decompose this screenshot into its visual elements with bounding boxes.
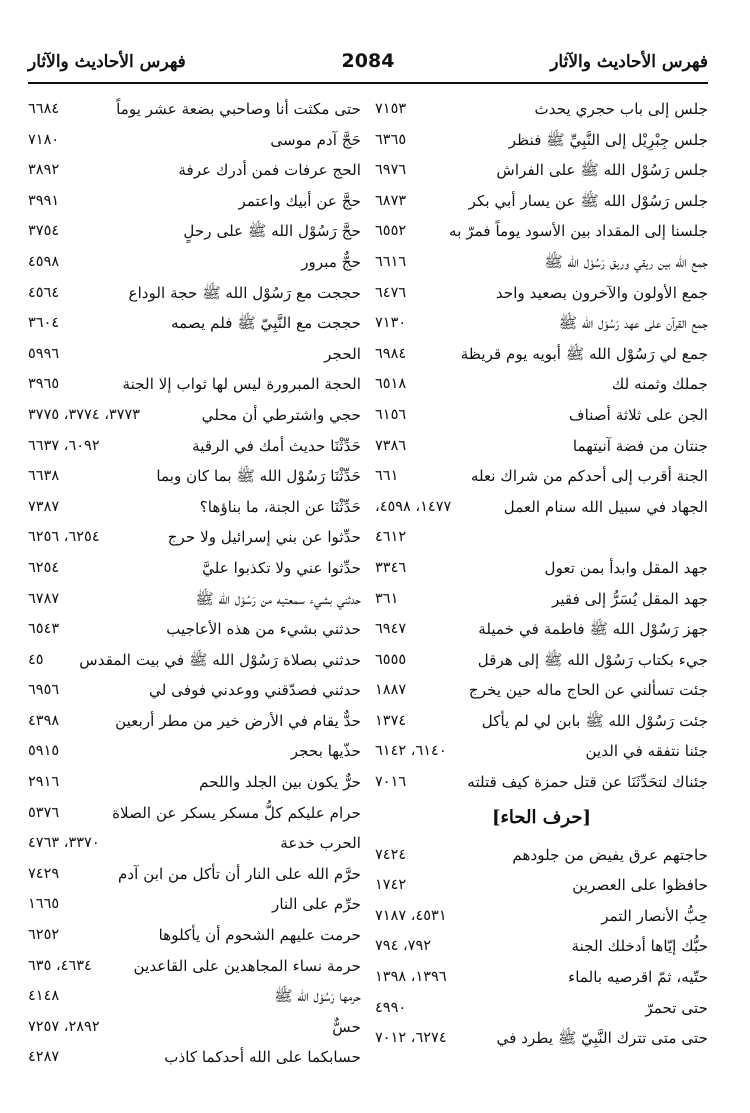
hadith-incipit: جهز رَسُوْل الله ﷺ فاطمة في خميلة xyxy=(478,620,708,639)
hadith-reference-numbers: ٣٦١ xyxy=(375,590,399,607)
index-entry xyxy=(375,401,708,432)
header-rule xyxy=(28,82,708,84)
index-entry xyxy=(28,615,361,646)
hadith-reference-numbers: ٦٢٥٢ xyxy=(28,927,60,944)
hadith-incipit: جلس رَسُوْل الله ﷺ على الفراش xyxy=(496,161,708,180)
hadith-incipit: حَدِّثْنَا رَسُوْل الله ﷺ بما كان وبما xyxy=(156,467,361,486)
hadith-reference-numbers: ٦٩٧٦ xyxy=(375,162,407,179)
hadith-incipit: حجٌّ مبرور xyxy=(301,252,361,271)
hadith-incipit: جيء بكتاب رَسُوْل الله ﷺ إلى هرقل xyxy=(477,650,708,669)
hadith-incipit: جنتان من فضة آنيتهما xyxy=(572,436,708,455)
hadith-reference-numbers: ٦٥٤٣ xyxy=(28,621,60,638)
hadith-reference-numbers: ٤٥٣١، ٧١٨٧ xyxy=(375,907,447,924)
hadith-reference-numbers: ١٤٧٧، ٤٥٩٨، xyxy=(375,498,452,515)
hadith-incipit: حَجَّ آدم موسى xyxy=(270,130,361,149)
hadith-incipit: جئت تسألني عن الحاج ماله حين يخرج xyxy=(468,681,708,700)
index-entry xyxy=(375,871,708,902)
hadith-reference-numbers: ٤٢٨٧ xyxy=(28,1049,60,1066)
index-entry xyxy=(28,432,361,463)
hadith-incipit: جلسنا إلى المقداد بين الأسود يوماً فمرّ به xyxy=(449,222,708,241)
hadith-incipit: حَدِّثْنَا حديث أمك في الرقية xyxy=(192,436,361,455)
index-entry xyxy=(28,982,361,1013)
index-entry xyxy=(28,646,361,677)
hadith-incipit: حدثني فصدّقني ووعدني فوفى لي xyxy=(149,681,361,700)
index-entry xyxy=(375,126,708,157)
index-entry xyxy=(28,952,361,983)
index-entry xyxy=(375,646,708,677)
index-entry xyxy=(28,523,361,554)
hadith-reference-numbers: ٣٩٩١ xyxy=(28,192,60,209)
hadith-reference-numbers: ٦٦١٦ xyxy=(375,253,407,270)
index-entry xyxy=(28,860,361,891)
hadith-incipit: الحج عرفات فمن أدرك عرفة xyxy=(178,161,361,180)
hadith-reference-numbers: ٦٤٧٦ xyxy=(375,284,407,301)
index-entry xyxy=(375,156,708,187)
hadith-reference-numbers: ٦٢٥٤، ٦٢٥٦ xyxy=(28,529,100,546)
hadith-incipit: جلس إلى باب حجري يحدث xyxy=(534,100,708,118)
index-entry xyxy=(28,370,361,401)
hadith-incipit: حافظوا على العصرين xyxy=(572,876,708,895)
hadith-reference-numbers: ٦٩٨٤ xyxy=(375,345,407,362)
hadith-incipit: حرمة نساء المجاهدين على القاعدين xyxy=(133,956,361,975)
hadith-incipit: حتى متى تترك النَّبِيّ ﷺ يطرد في xyxy=(496,1029,708,1048)
hadith-reference-numbers: ٦١٥٦ xyxy=(375,406,407,423)
hadith-reference-numbers: ٦٦١ xyxy=(375,468,399,485)
hadith-reference-numbers: ٣٧٥٤ xyxy=(28,223,60,240)
hadith-incipit: حرٌّ يكون بين الجلد واللحم xyxy=(199,773,361,792)
index-entry xyxy=(28,217,361,248)
index-entry xyxy=(28,340,361,371)
hadith-incipit: حَدِّثْنَا عن الجنة، ما بناؤها؟ xyxy=(199,497,361,516)
index-entry xyxy=(375,841,708,872)
hadith-reference-numbers: ٦٥٥٢ xyxy=(375,223,407,240)
hadith-reference-numbers: ٣٩٦٥ xyxy=(28,376,60,393)
index-entry xyxy=(28,462,361,493)
hadith-incipit: جمع الله بين ريقي وريق رَسُوْل الله ﷺ xyxy=(544,252,708,271)
hadith-incipit: جئناك لتحَدِّثَنَا عن قتل حمزة كيف قتلته xyxy=(467,773,708,792)
running-title-right: فهرس الأحاديث والآثار xyxy=(550,52,708,72)
hadith-incipit: الحجر xyxy=(324,344,361,363)
index-entry xyxy=(28,1043,361,1074)
index-entry xyxy=(375,309,708,340)
hadith-incipit: جمع لي رَسُوْل الله ﷺ أبويه يوم قريظة xyxy=(460,344,708,363)
index-entry xyxy=(28,737,361,768)
index-entry xyxy=(28,829,361,860)
hadith-reference-numbers: ٣٣٧٠، ٤٧٦٣ xyxy=(28,835,100,852)
hadith-incipit: حرَّم الله على النار أن تأكل من ابن آدم xyxy=(118,864,361,883)
hadith-reference-numbers: ٧٣٨٦ xyxy=(375,437,407,454)
hadith-incipit: حرِّم على النار xyxy=(272,895,361,914)
hadith-reference-numbers: ٥٣٧٦ xyxy=(28,804,60,821)
hadith-reference-numbers: ١٣٩٦، ١٣٩٨ xyxy=(375,969,447,986)
hadith-reference-numbers: ٦٧٨٧ xyxy=(28,590,60,607)
hadith-incipit: حرمت عليهم الشحوم أن يأكلوها xyxy=(158,926,361,945)
index-entry xyxy=(375,932,708,963)
hadith-incipit: جمع القرآن على عهد رَسُوْل الله ﷺ xyxy=(558,314,708,333)
hadith-reference-numbers: ٦٦٨٤ xyxy=(28,101,60,117)
hadith-incipit: الحرب خدعة xyxy=(280,834,361,853)
hadith-incipit: حججت مع النَّبِيّ ﷺ فلم يصمه xyxy=(171,314,361,333)
index-entry xyxy=(28,187,361,218)
index-column-left xyxy=(28,95,361,1074)
hadith-reference-numbers: ٣٧٧٣، ٣٧٧٤، ٣٧٧٥ xyxy=(28,406,141,423)
hadith-incipit: حدِّثوا عن بني إسرائيل ولا حرج xyxy=(167,528,361,547)
index-entry xyxy=(375,963,708,994)
hadith-reference-numbers: ١٧٤٢ xyxy=(375,877,407,894)
hadith-reference-numbers: ٧١٥٣ xyxy=(375,101,407,117)
index-entry xyxy=(28,707,361,738)
index-entry xyxy=(375,493,708,524)
hadith-reference-numbers: ٣٣٤٦ xyxy=(375,559,407,576)
index-entry xyxy=(375,1024,708,1055)
hadith-reference-numbers: ٦١٤٠، ٦١٤٢ xyxy=(375,743,447,760)
hadith-incipit: حبُّك إيّاها أدخلك الجنة xyxy=(571,937,708,956)
hadith-incipit: حذّيها بحجر xyxy=(290,742,361,761)
hadith-incipit: حدثني بصلاة رَسُوْل الله ﷺ في بيت المقدس xyxy=(79,650,361,669)
hadith-incipit: حججت مع رَسُوْل الله ﷺ حجة الوداع xyxy=(128,283,361,302)
index-entry xyxy=(28,799,361,830)
hadith-incipit: جئنا نتفقه في الدين xyxy=(585,742,708,761)
hadith-reference-numbers: ٧٤٢٤ xyxy=(375,846,407,863)
hadith-reference-numbers: ٤٦٣٤، ٦٣٥ xyxy=(28,957,92,974)
hadith-incipit: حسٌّ xyxy=(332,1017,361,1036)
index-entry xyxy=(28,95,361,126)
hadith-incipit: جئت رَسُوْل الله ﷺ بابن لي لم يأكل xyxy=(481,711,708,730)
hadith-reference-numbers: ٧١٣٠ xyxy=(375,315,407,332)
index-entry xyxy=(28,279,361,310)
index-entry xyxy=(375,340,708,371)
hadith-reference-numbers: ٤٥٩٨ xyxy=(28,253,60,270)
hadith-reference-numbers: ٤١٤٨ xyxy=(28,988,60,1005)
index-entry xyxy=(28,309,361,340)
hadith-reference-numbers: ٧٤٢٩ xyxy=(28,865,60,882)
hadith-reference-numbers: ٦٥٥٥ xyxy=(375,651,407,668)
index-entry xyxy=(375,217,708,248)
running-title-left: فهرس الأحاديث والآثار xyxy=(28,52,186,72)
index-entry xyxy=(375,554,708,585)
hadith-incipit: حاجتهم عرق يفيض من جلودهم xyxy=(512,845,708,864)
hadith-incipit: حسابكما على الله أحدكما كاذب xyxy=(164,1048,361,1067)
hadith-incipit: جلس جِبْرِيْل إلى النَّبِيِّ ﷺ فنظر xyxy=(508,130,708,149)
hadith-reference-numbers: ٤٥٦٤ xyxy=(28,284,60,301)
hadith-reference-numbers: ٦٢٥٤ xyxy=(28,559,60,576)
index-entry xyxy=(375,615,708,646)
index-entry xyxy=(375,95,708,126)
page-header xyxy=(28,52,708,78)
index-entry xyxy=(375,370,708,401)
hadith-incipit: جملك وثمنه لك xyxy=(611,375,708,394)
hadith-reference-numbers: ٦٢٧٤، ٧٠١٢ xyxy=(375,1030,447,1047)
hadith-reference-numbers: ٥٩١٥ xyxy=(28,743,60,760)
hadith-incipit: جلس رَسُوْل الله ﷺ عن يسار أبي بكر xyxy=(468,191,708,210)
index-entry xyxy=(375,737,708,768)
index-entry xyxy=(375,707,708,738)
hadith-reference-numbers: ٤٩٩٠ xyxy=(375,999,407,1016)
index-entry xyxy=(28,585,361,616)
hadith-incipit: جمع الأولون والآخرون بصعيد واحد xyxy=(495,283,708,302)
hadith-reference-numbers: ٧٠١٦ xyxy=(375,774,407,791)
hadith-reference-numbers: ٧٣٨٧ xyxy=(28,498,60,515)
index-entry xyxy=(28,1013,361,1044)
hadith-reference-numbers: ٥٩٩٦ xyxy=(28,345,60,362)
hadith-incipit: حدثني بشيء سمعتيه من رَسُوْل الله ﷺ xyxy=(195,589,361,608)
hadith-reference-numbers: ٤٣٩٨ xyxy=(28,712,60,729)
hadith-reference-numbers: ٣٦٠٤ xyxy=(28,315,60,332)
hadith-reference-numbers: ٦٩٥٦ xyxy=(28,682,60,699)
index-column-right xyxy=(375,95,708,1055)
index-entry xyxy=(28,921,361,952)
hadith-incipit: جهد المقل يُسَرُّ إلى فقير xyxy=(551,589,708,608)
section-heading-text: [حرف الحاء] xyxy=(491,806,592,828)
hadith-reference-numbers: ٤٥ xyxy=(28,651,44,668)
hadith-reference-numbers: ١٨٨٧ xyxy=(375,682,407,699)
hadith-incipit: حتى مكثت أنا وصاحبي بضعة عشر يوماً xyxy=(116,100,361,118)
hadith-incipit: حتى تحمرّ xyxy=(645,998,708,1017)
hadith-reference-numbers: ٤٦١٢ xyxy=(375,529,407,546)
hadith-incipit: حدثني بشيء من هذه الأعاجيب xyxy=(166,620,361,639)
hadith-reference-numbers: ٦٩٤٧ xyxy=(375,621,407,638)
hadith-reference-numbers: ٦٠٩٢، ٦٦٣٧ xyxy=(28,437,100,454)
hadith-reference-numbers: ٧٩٢، ٧٩٤ xyxy=(375,938,432,955)
page-number: 2084 xyxy=(341,50,395,72)
hadith-incipit: الجن على ثلاثة أصناف xyxy=(568,405,708,424)
index-entry xyxy=(375,768,708,799)
hadith-reference-numbers: ٦٦٣٨ xyxy=(28,468,60,485)
hadith-incipit: حجَّ رَسُوْل الله ﷺ على رحلٍ xyxy=(183,222,361,241)
hadith-incipit: حِبُّ الأنصار التمر xyxy=(601,906,708,925)
index-entry xyxy=(28,156,361,187)
section-heading xyxy=(375,799,708,841)
index-entry xyxy=(28,890,361,921)
hadith-incipit: حجي واشترطي أن محلي xyxy=(201,405,361,424)
hadith-reference-numbers: ١٣٧٤ xyxy=(375,712,407,729)
index-entry xyxy=(28,401,361,432)
hadith-reference-numbers: ٦٣٦٥ xyxy=(375,131,407,148)
index-entry xyxy=(375,523,708,554)
hadith-incipit: حتّيه، ثمّ اقرصيه بالماء xyxy=(568,968,708,987)
index-entry xyxy=(28,768,361,799)
index-entry xyxy=(375,248,708,279)
hadith-reference-numbers: ١٦٦٥ xyxy=(28,896,60,913)
index-entry xyxy=(375,902,708,933)
hadith-incipit: حرمها رَسُوْل الله ﷺ xyxy=(274,987,361,1006)
index-entry xyxy=(28,676,361,707)
hadith-reference-numbers: ٦٨٧٣ xyxy=(375,192,407,209)
hadith-reference-numbers: ٢٩١٦ xyxy=(28,774,60,791)
hadith-incipit: حدِّثوا عني ولا تكذبوا عليَّ xyxy=(202,558,361,577)
index-entry xyxy=(28,126,361,157)
index-entry xyxy=(28,493,361,524)
index-entry xyxy=(28,248,361,279)
hadith-reference-numbers: ٢٨٩٢، ٧٢٥٧ xyxy=(28,1018,100,1035)
index-entry xyxy=(375,676,708,707)
hadith-incipit: جهد المقل وابدأ بمن تعول xyxy=(544,558,708,577)
index-entry xyxy=(375,279,708,310)
hadith-reference-numbers: ٣٨٩٢ xyxy=(28,162,60,179)
index-entry xyxy=(28,554,361,585)
index-entry xyxy=(375,994,708,1025)
hadith-incipit: الحجة المبرورة ليس لها ثواب إلا الجنة xyxy=(122,375,361,394)
hadith-incipit: حرام عليكم كلُّ مسكر يسكر عن الصلاة xyxy=(112,803,361,822)
index-entry xyxy=(375,187,708,218)
index-entry xyxy=(375,585,708,616)
hadith-reference-numbers: ٦٥١٨ xyxy=(375,376,407,393)
hadith-incipit: الجنة أقرب إلى أحدكم من شراك نعله xyxy=(470,467,708,486)
index-entry xyxy=(375,462,708,493)
hadith-incipit: الجهاد في سبيل الله سنام العمل xyxy=(503,497,708,516)
hadith-reference-numbers: ٧١٨٠ xyxy=(28,131,60,148)
hadith-incipit: حدٌّ يقام في الأرض خير من مطر أربعين xyxy=(115,711,361,730)
index-entry xyxy=(375,432,708,463)
hadith-incipit: حجَّ عن أبيك واعتمر xyxy=(238,191,361,210)
